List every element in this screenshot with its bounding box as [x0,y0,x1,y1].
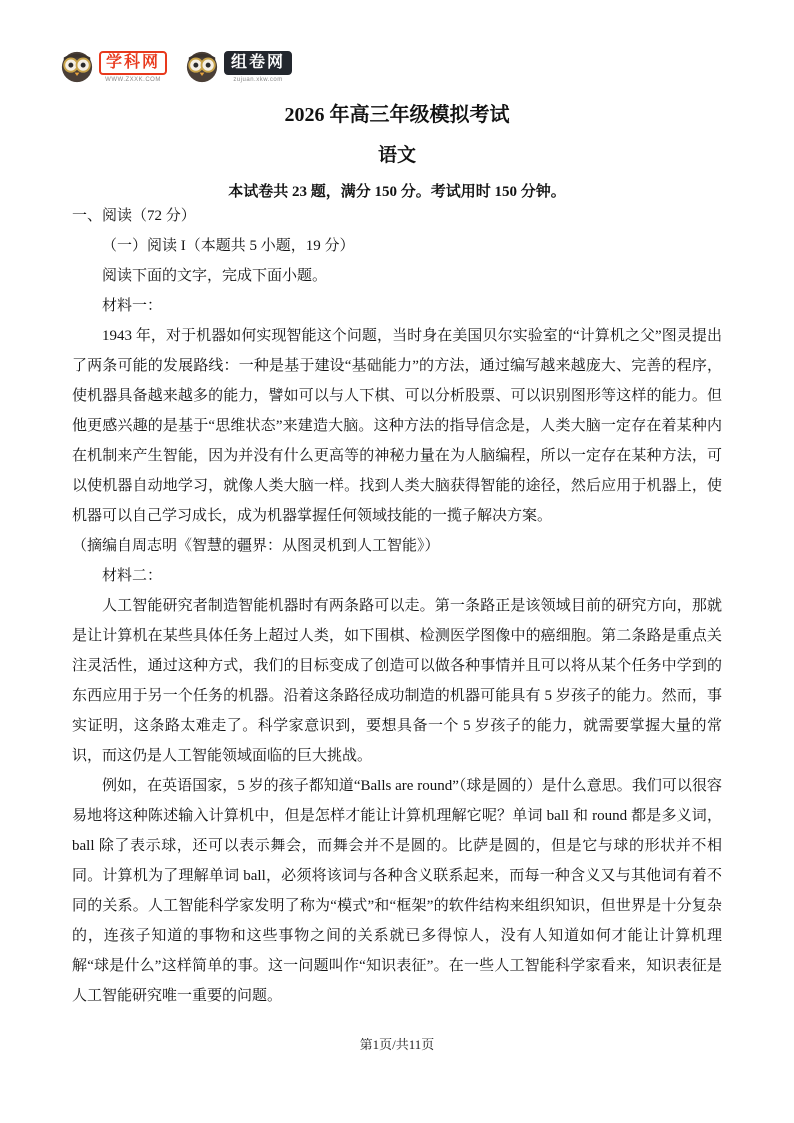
xkw-owl-icon [60,50,94,84]
zujuan-logo-domain: zujuan.xkw.com [233,77,283,83]
subsection-title: （一）阅读 I（本题共 5 小题，19 分） [102,238,355,254]
zujuan-logo-text: 组卷网 [224,51,292,75]
section-title: 一、阅读（72 分） [72,208,196,224]
material-one-paragraph: 1943 年，对于机器如何实现智能这个问题，当时身在美国贝尔实验室的“计算机之父”图灵提出了两条可能的发展路线：一种是基于建设“基础能力”的方法，通过编写越来越庞大、完善的程序，使机器具备越来越多的能力，譬如可以与人下棋、可以分析股票、可以识别图形等这样的能力。但他更感兴趣的是基于“思维状态”来建造大脑。这种方法的指导信念是，人类大脑一定存在着某种内在机制来产生智能，因为并没有什么更高等的神秘力量在为人脑编程，所以一定存在某种方法，可以使机器自动地学习，就像人类大脑一样。找到人类大脑获得智能的途径，然后应用于机器上，使机器可以自己学习成长，成为机器掌握任何领域技能的一揽子解决方案。 [72,328,722,524]
material-one-source: （摘编自周志明《智慧的疆界：从图灵机到人工智能》） [72,538,440,554]
zujuan-owl-icon [185,50,219,84]
xkw-logo [60,50,167,84]
logo-bar [60,50,292,84]
zujuan-logo [185,50,292,84]
paper-info: 本试卷共 23 题，满分 150 分。考试用时 150 分钟。 [228,184,566,200]
exam-title: 2026 年高三年级模拟考试 [284,104,510,126]
xkw-logo-domain: WWW.ZXXK.COM [105,77,161,83]
xkw-logo-text: 学科网 [99,51,167,75]
material-two-paragraph-2: 例如，在英语国家，5 岁的孩子都知道“Balls are round”（球是圆的）是什么意思。我们可以很容易地将这种陈述输入计算机中，但是怎样才能让计算机理解它呢？单词 ball 和 round 都是多义词，ball 除了表示球，还可以表示舞会，而舞会并不是圆的。比萨是圆的，但是它与球的形状并不相同。计算机为了理解单词 ball，必须将该词与各种含义联系起来，而每一种含义又与其他词有着不同的关系。人工智能科学家发明了称为“模式”和“框架”的软件结构来组织知识，但世界是十分复杂的，连孩子知道的事物和这些事物之间的关系就已多得惊人，没有人知道如何才能让计算机理解“球是什么”这样简单的事。这一问题叫作“知识表征”。在一些人工智能科学家看来，知识表征是人工智能研究唯一重要的问题。 [72,778,722,1004]
reading-instruction: 阅读下面的文字，完成下面小题。 [102,268,328,284]
page-number: 第1页/共11页 [359,1037,435,1052]
material-two-paragraph-1: 人工智能研究者制造智能机器时有两条路可以走。第一条路正是该领域目前的研究方向，那就是让计算机在某些具体任务上超过人类，如下围棋、检测医学图像中的癌细胞。第二条路是重点关注灵活性，通过这种方式，我们的目标变成了创造可以做各种事情并且可以将从某个任务中学到的东西应用于另一个任务的机器。沿着这条路径成功制造的机器可能具有 5 岁孩子的能力。然而，事实证明，这条路太难走了。科学家意识到，要想具备一个 5 岁孩子的能力，就需要掌握大量的常识，而这仍是人工智能领域面临的巨大挑战。 [72,598,722,764]
material-two-label: 材料二： [102,568,163,584]
material-one-label: 材料一： [102,298,163,314]
exam-subject: 语文 [377,145,416,166]
